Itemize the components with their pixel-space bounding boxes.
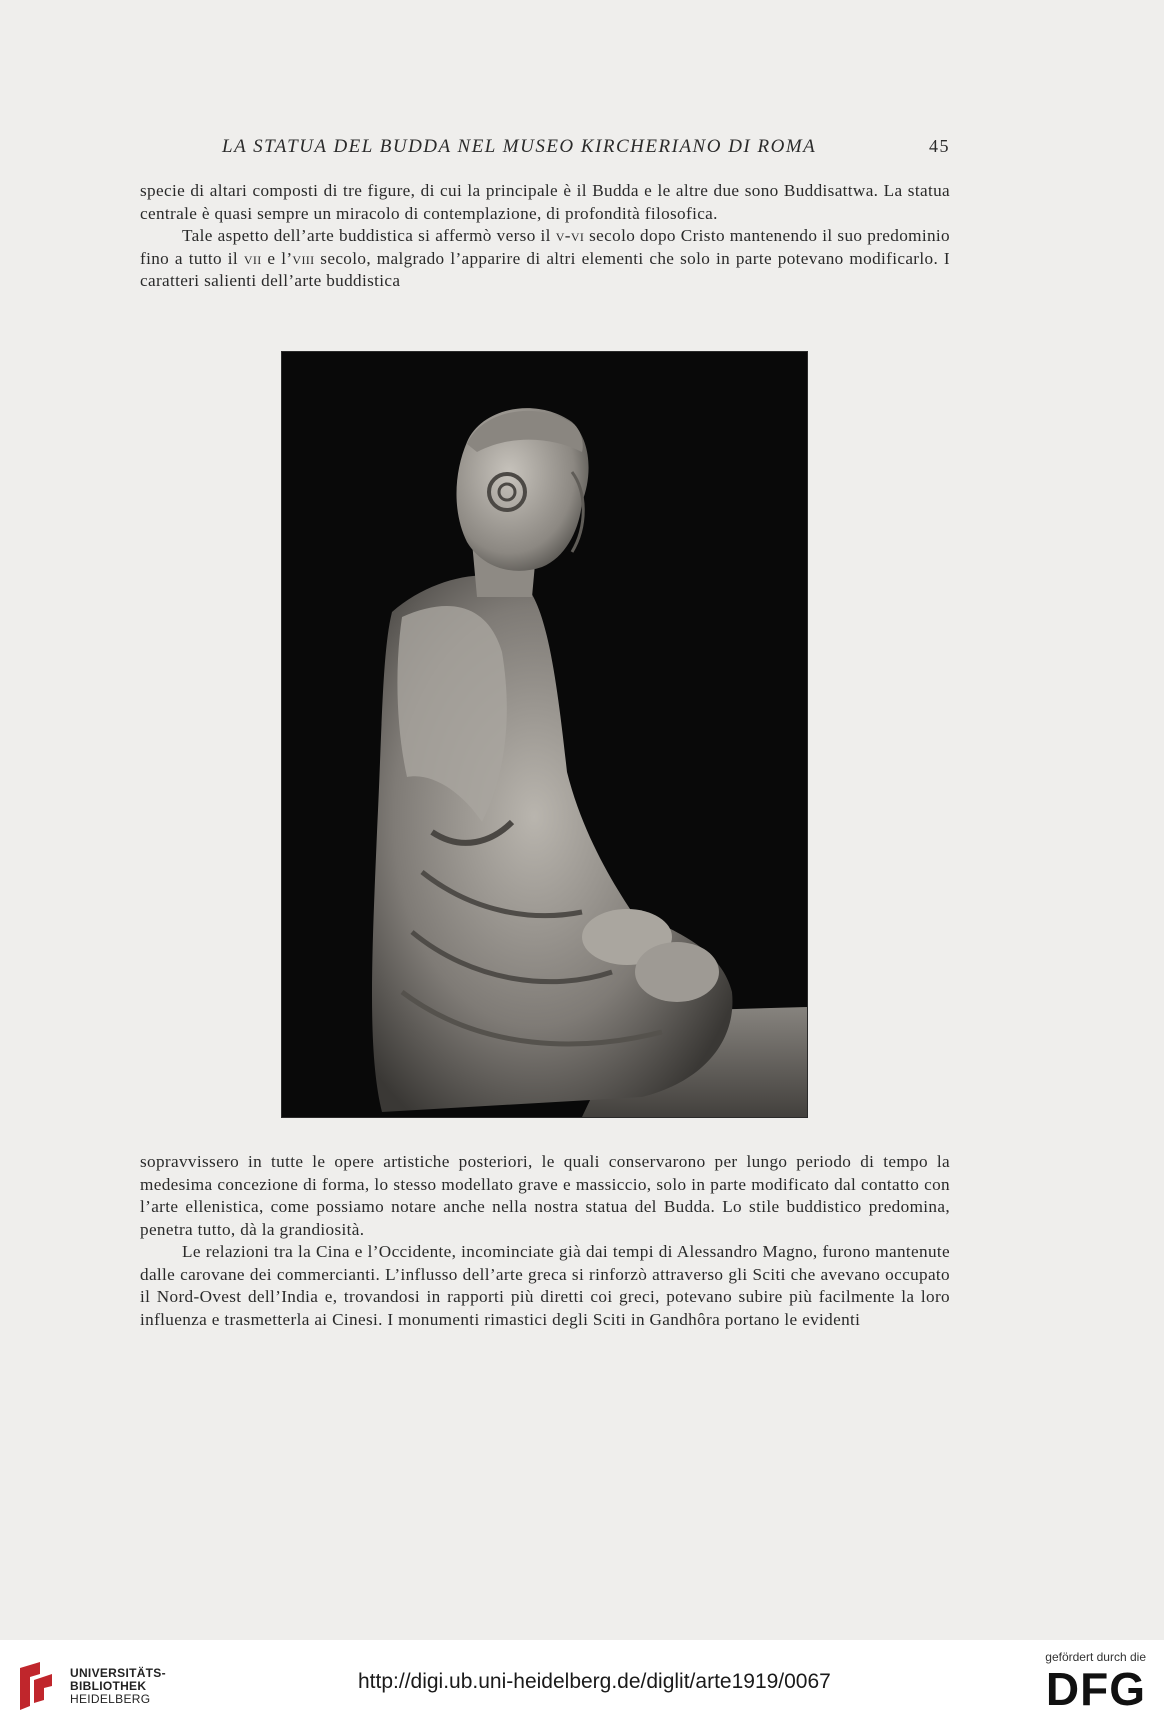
page-number: 45 xyxy=(929,136,950,156)
funding-note xyxy=(1045,1650,1146,1714)
text-block-top xyxy=(140,180,950,293)
library-name: UNIVERSITÄTS- BIBLIOTHEK HEIDELBERG xyxy=(70,1665,166,1706)
running-head-title: LA STATUA DEL BUDDA NEL MUSEO KIRCHERIANO DI ROMA xyxy=(222,136,817,157)
library-logo xyxy=(14,1660,166,1712)
buddha-statue-photograph xyxy=(281,351,808,1118)
funded-by-text: gefördert durch die xyxy=(1045,1650,1146,1664)
paragraph: sopravvissero in tutte le opere artistiche posteriori, le quali conservarono per lungo periodo di tempo la medesima concezione di forma, lo stesso modellato grave e massiccio, solo in parte modificato dal contatto con l’arte ellenistica, come possiamo notare anche nella nostra statua del Budda. Lo stile buddistico predomina, penetra tutto, dà la grandiosità. xyxy=(140,1152,950,1239)
dfg-logo: DFG xyxy=(1045,1663,1146,1715)
source-url-link[interactable]: http://digi.ub.uni-heidelberg.de/diglit/arte1919/0067 xyxy=(358,1670,831,1693)
paragraph: Tale aspetto dell’arte buddistica si affermò verso il v-vi secolo dopo Cristo mantenendo il suo predominio fino a tutto il vii e l’viii secolo, malgrado l’apparire di altri elementi che solo in parte potevano modificarlo. I caratteri salienti dell’arte buddistica xyxy=(140,226,950,290)
digitization-footer xyxy=(0,1640,1164,1734)
running-head xyxy=(140,136,950,158)
text-block-bottom xyxy=(140,1151,950,1331)
buddha-statue-image xyxy=(282,352,807,1117)
paragraph: specie di altari composti di tre figure, di cui la principale è il Budda e le altre due sono Buddisattwa. La statua centrale è quasi sempre un miracolo di contemplazione, di profondità filosofica. xyxy=(140,181,950,223)
paragraph: Le relazioni tra la Cina e l’Occidente, incominciate già dai tempi di Alessandro Magno, furono mantenute dalle carovane dei commercianti. L’influsso dell’arte greca si rinforzò attraverso gli Sciti che avevano occupato il Nord-Ovest dell’India e, trovandosi in rapporti più diretti coi greci, potevano subire più facilmente la loro influenza e trasmetterla ai Cinesi. I monumenti rimastici degli Sciti in Gandhôra portano le evidenti xyxy=(140,1242,950,1329)
library-logo-icon xyxy=(14,1660,58,1712)
